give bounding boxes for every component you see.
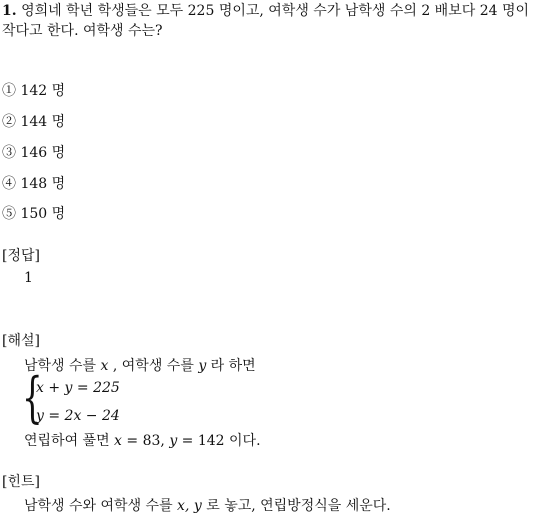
question bbox=[2, 1, 533, 41]
option-mark: ① bbox=[2, 83, 16, 99]
explanation-heading: [해설] bbox=[2, 333, 40, 349]
hint-heading: [힌트] bbox=[2, 474, 40, 490]
equation-1: x + y = 225 bbox=[36, 380, 120, 396]
answer-heading: [정답] bbox=[2, 248, 40, 264]
question-text: 영희네 학년 학생들은 모두 225 명이고, 여학생 수가 남학생 수의 2 배보다 24 명이 작다고 한다. 여학생 수는? bbox=[2, 3, 530, 39]
answer-value: 1 bbox=[24, 270, 33, 286]
option-mark: ⑤ bbox=[2, 206, 16, 222]
option-mark: ④ bbox=[2, 176, 16, 192]
equation-2: y = 2x − 24 bbox=[36, 408, 120, 424]
option-2[interactable] bbox=[2, 111, 65, 131]
option-text: 142 명 bbox=[20, 83, 66, 99]
explanation-line-4: 연립하여 풀면 x = 83, y = 142 이다. bbox=[24, 433, 261, 449]
hint-line: 남학생 수와 여학생 수를 x, y 로 놓고, 연립방정식을 세운다. bbox=[24, 498, 391, 514]
explanation-line-1: 남학생 수를 x , 여학생 수를 y 라 하면 bbox=[24, 358, 256, 374]
option-mark: ② bbox=[2, 114, 16, 130]
system-brace: { bbox=[22, 366, 43, 429]
option-text: 146 명 bbox=[20, 145, 66, 161]
option-text: 144 명 bbox=[20, 114, 66, 130]
option-text: 148 명 bbox=[20, 176, 66, 192]
question-number: 1. bbox=[2, 3, 17, 19]
option-4[interactable] bbox=[2, 173, 65, 193]
option-3[interactable] bbox=[2, 142, 65, 162]
option-1[interactable] bbox=[2, 80, 65, 100]
option-mark: ③ bbox=[2, 145, 16, 161]
option-5[interactable] bbox=[2, 203, 65, 223]
option-text: 150 명 bbox=[20, 206, 66, 222]
